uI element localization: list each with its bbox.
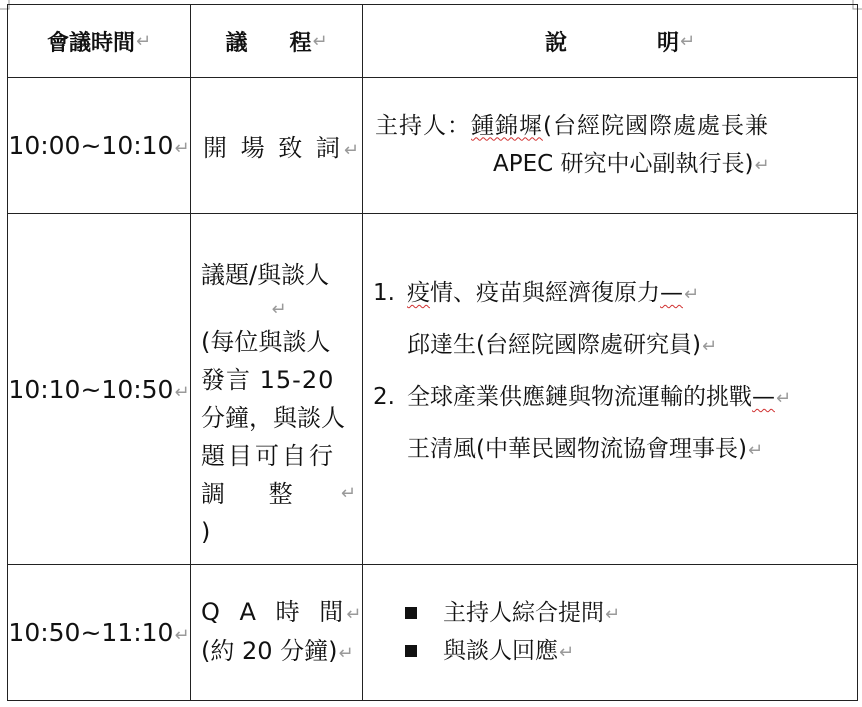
header-agenda-cell[interactable] [191, 5, 363, 78]
time-value: 10:50~11:10 [8, 618, 174, 647]
item-dash: — [660, 280, 683, 306]
header-desc-label-b: 明 [656, 30, 679, 56]
host-label: 主持人： [375, 112, 471, 139]
agenda-line: 調 整 ) [201, 480, 293, 546]
item-topic: 情、疫苗與經濟復原力 [430, 280, 660, 306]
header-desc-cell[interactable] [363, 5, 858, 78]
desc-cell[interactable] [363, 214, 858, 565]
item-speaker: 王清風(中華民國物流協會理事長) [407, 436, 747, 462]
paragraph-mark-icon: ↵ [174, 625, 190, 646]
agenda-line: (每位與談人 [201, 328, 331, 356]
paragraph-mark-icon: ↵ [684, 284, 700, 305]
agenda-line: 議題/與談人 [201, 261, 330, 289]
table-header-row [8, 5, 858, 78]
bullet-text: 與談人回應 [443, 637, 558, 664]
paragraph-mark-icon: ↵ [338, 642, 354, 664]
header-time-label: 會議時間 [46, 30, 135, 56]
time-value: 10:10~10:50 [8, 374, 174, 404]
agenda-line: (約 20 分鐘) [201, 636, 338, 665]
item-number: 1. [373, 280, 395, 306]
item-topic-start: 疫 [407, 280, 430, 306]
host-name: 鍾錦墀 [471, 112, 543, 139]
paragraph-mark-icon: ↵ [135, 30, 152, 52]
desc-cell[interactable] [363, 78, 858, 214]
agenda-table [7, 4, 858, 701]
agenda-line: 題目可自行 [201, 442, 336, 470]
square-bullet-icon [405, 645, 417, 657]
paragraph-mark-icon: ↵ [605, 603, 621, 625]
table-row [8, 78, 858, 214]
table-row [8, 214, 858, 565]
paragraph-mark-icon: ↵ [679, 30, 696, 52]
bullet-item [405, 633, 857, 671]
paragraph-mark-icon: ↵ [346, 603, 362, 625]
paragraph-mark-icon: ↵ [754, 154, 770, 176]
square-bullet-icon [405, 607, 417, 619]
item-speaker: 邱達生(台經院國際處研究員) [407, 332, 701, 358]
header-desc-label-a: 說 [544, 30, 567, 56]
table-row [8, 565, 858, 701]
paragraph-mark-icon: ↵ [340, 483, 356, 504]
host-title-line2: APEC 研究中心副執行長) [493, 150, 754, 177]
time-cell[interactable] [8, 565, 191, 701]
header-time-cell[interactable] [8, 5, 191, 78]
paragraph-mark-icon: ↵ [559, 641, 575, 663]
list-item-speaker [373, 424, 857, 476]
agenda-cell[interactable] [191, 565, 363, 701]
paragraph-mark-icon: ↵ [701, 336, 718, 357]
paragraph-mark-icon: ↵ [174, 138, 190, 159]
time-cell[interactable] [8, 78, 191, 214]
host-title-line1: (台經院國際處處長兼 [543, 112, 769, 139]
time-value: 10:00~10:10 [8, 131, 174, 160]
list-item [373, 268, 857, 320]
paragraph-mark-icon: ↵ [271, 299, 287, 320]
paragraph-mark-icon: ↵ [343, 140, 362, 161]
list-item [373, 372, 857, 424]
agenda-line: 發言 15-20 [201, 366, 335, 394]
desc-cell[interactable] [363, 565, 858, 701]
paragraph-mark-icon: ↵ [312, 30, 328, 52]
paragraph-mark-icon: ↵ [174, 381, 190, 403]
bullet-text: 主持人綜合提問 [443, 599, 604, 626]
agenda-line: 分鐘，與談人 [201, 404, 345, 432]
paragraph-mark-icon: ↵ [776, 388, 792, 409]
header-agenda-label-a: 議 [225, 30, 248, 56]
agenda-text: 開 場 致 詞 [203, 134, 343, 162]
agenda-cell[interactable] [191, 214, 363, 565]
item-topic: 全球產業供應鏈與物流運輸的挑戰 [407, 384, 752, 410]
agenda-line: Q A 時 間 [201, 597, 346, 626]
paragraph-mark-icon: ↵ [747, 440, 764, 461]
agenda-cell[interactable] [191, 78, 363, 214]
header-agenda-label-b: 程 [289, 30, 312, 56]
item-number: 2. [373, 384, 395, 410]
item-dash: — [752, 384, 775, 410]
time-cell[interactable] [8, 214, 191, 565]
list-item-speaker [373, 320, 857, 372]
bullet-item [405, 595, 857, 633]
